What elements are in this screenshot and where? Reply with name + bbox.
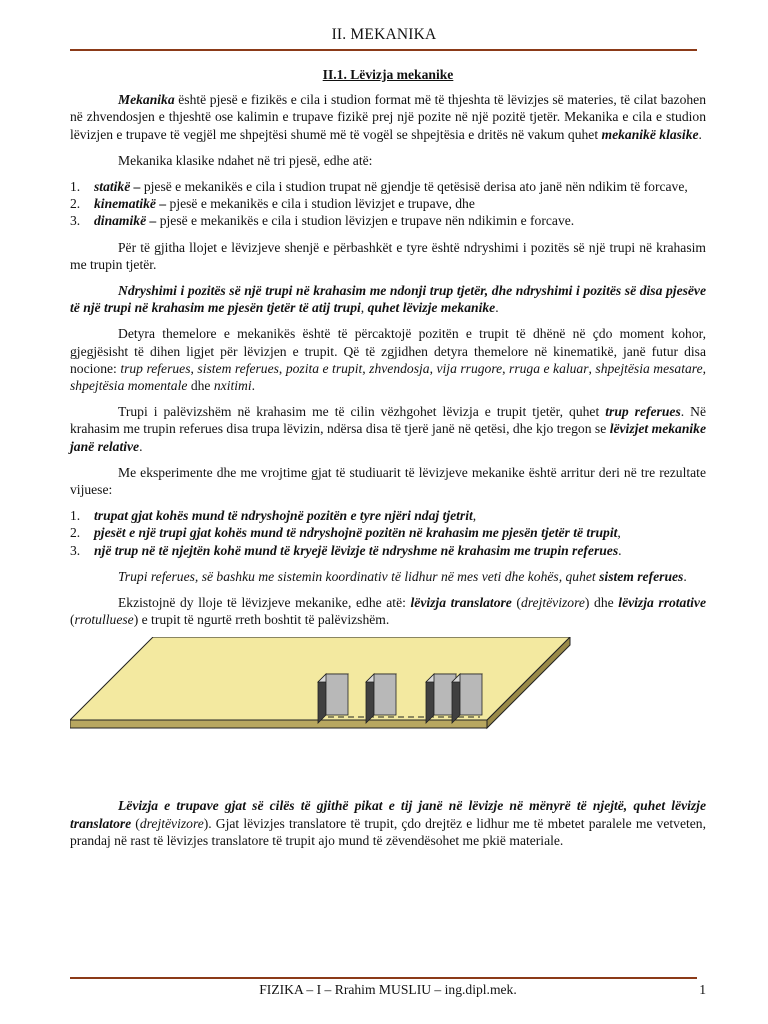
- paragraph-mekanika: [70, 91, 706, 143]
- text: (: [70, 612, 75, 628]
- list-item: [70, 178, 706, 195]
- list-number: 3.: [70, 213, 81, 229]
- text: .: [683, 568, 687, 584]
- list-item: [70, 524, 706, 541]
- list-item: [70, 195, 706, 212]
- text: dhe: [187, 378, 214, 394]
- text: . Në krahasim me trupin referues disa trupa lëvizin, ndërsa disa të tjerë janë në qetësi, dhe kjo tregon se: [70, 404, 706, 437]
- term: rrotulluese: [74, 612, 134, 628]
- text: .: [251, 378, 256, 394]
- term-mekanike-klasike: mekanikë klasike: [601, 126, 699, 142]
- list-number: 2.: [70, 196, 81, 212]
- header-rule: [70, 49, 697, 51]
- list-item: [70, 212, 706, 229]
- text: ,: [429, 360, 437, 376]
- text: .: [495, 300, 499, 316]
- list-number: 2.: [70, 525, 81, 541]
- chapter-header: II. MEKANIKA: [331, 26, 437, 43]
- paragraph-definition: [70, 282, 706, 316]
- term: vija rrugore: [436, 360, 503, 376]
- text: ,: [360, 300, 368, 316]
- text: është pjesë e fizikës e cila i studion format më të thjeshta të lëvizjes së materies, të cilat bazohen në zhvendosjen e thjeshtë ose kalimin e trupave fizikë prej një pozite në një pozitë tjetër. Mekanika e cila e studion lëvizjen e trupave të vegjël me shpejtësi shumë më të vogël se shpejtësia e dritës në vakum quhet: [70, 92, 706, 142]
- text: Trupi i palëvizshëm në krahasim me të cilin vëzhgohet lëvizja e trupit tjetër, quhet: [118, 404, 606, 420]
- term: drejtëvizore: [520, 595, 585, 611]
- list-term: statikë –: [94, 179, 141, 195]
- results-list: [70, 507, 706, 559]
- term: lëvizja translatore: [410, 595, 512, 611]
- text: Ekzistojnë dy lloje të lëvizjeve mekanike, edhe atë:: [118, 595, 411, 611]
- text: .: [698, 126, 702, 142]
- term-sistem-referues: sistem referues: [599, 568, 684, 584]
- term: pozita e trupit: [285, 360, 363, 376]
- plate-front-face: [70, 720, 487, 728]
- text: .: [618, 542, 622, 558]
- translation-figure: [70, 637, 706, 787]
- text: ,: [472, 508, 477, 524]
- definition-text: Ndryshimi i pozitës së një trupi në krahasim me ndonji trup tjetër, dhe ndryshimi i pozitës së disa pjesëve të një trupi në krahasim me pjesën tjetër të atij trupi: [70, 283, 706, 316]
- paragraph-dy-lloje: [70, 594, 706, 628]
- list-desc: pjesë e mekanikës e cila i studion lëvizjet e trupave, dhe: [166, 196, 475, 212]
- term: trup referues: [120, 360, 191, 376]
- definition-text: Lëvizja e trupave gjat së cilës të gjithë pikat e tij janë në lëvizje në mënyrë të njejtë, quhet lëvizje translatore: [70, 798, 706, 831]
- text: ,: [702, 360, 707, 376]
- list-number: 3.: [70, 542, 81, 558]
- term: lëvizja rrotative: [618, 595, 706, 611]
- term: zhvendosja: [369, 360, 430, 376]
- branches-list: [70, 178, 706, 230]
- text: (: [131, 815, 140, 831]
- term: nxitimi: [213, 378, 252, 394]
- list-item: [70, 542, 706, 559]
- list-number: 1.: [70, 179, 81, 195]
- paragraph-detyra: [70, 325, 706, 394]
- term: rruga e kaluar: [509, 360, 589, 376]
- text: ) e trupit të ngurtë rreth boshtit të palëvizshëm.: [133, 612, 390, 628]
- term-trup-referues: trup referues: [605, 404, 681, 420]
- text: ,: [588, 360, 596, 376]
- text: ,: [617, 525, 621, 541]
- list-desc: pjesë e mekanikës e cila i studion trupat në gjendje të qetësisë derisa ato janë nën ndikim të forcave,: [140, 179, 688, 195]
- list-text: pjesët e një trupi gjat kohës mund të ndryshojnë pozitën në krahasim me pjesën tjetër të trupit: [94, 525, 618, 541]
- footer-text: FIZIKA – I – Rrahim MUSLIU – ing.dipl.mek.: [259, 982, 517, 997]
- term: sistem referues: [197, 360, 279, 376]
- list-desc: pjesë e mekanikës e cila i studion lëvizjen e trupave nën ndikimin e forcave.: [156, 213, 575, 229]
- text: (: [511, 595, 521, 611]
- paragraph-trup-referues: [70, 403, 706, 455]
- section-title: II.1. Lëvizja mekanike: [322, 67, 454, 82]
- term-relative: lëvizjet mekanike janë relative: [70, 421, 707, 454]
- list-term: dinamikë –: [94, 213, 157, 229]
- list-text: një trup në të njejtën kohë mund të kryejë lëvizje të ndryshme në krahasim me trupin referues: [94, 542, 619, 558]
- term-levizje-mekanike: quhet lëvizje mekanike: [367, 300, 496, 316]
- text: .: [139, 438, 143, 454]
- term-mekanika: Mekanika: [118, 92, 175, 108]
- text: ,: [278, 360, 286, 376]
- paragraph-sistem-referues: [70, 568, 706, 585]
- text: Trupi referues, së bashku me sistemin koordinativ të lidhur në mes veti dhe kohës, quhet: [118, 568, 600, 584]
- translation-illustration: [70, 637, 706, 787]
- paragraph-shenje: Për të gjitha llojet e lëvizjeve shenjë e përbashkët e tyre është ndryshimi i pozitës së një trupi në krahasim me trupin tjetër.: [70, 239, 706, 272]
- text: ). Gjat lëvizjes translatore të trupit, çdo drejtëz e lidhur me të mbetet paralele me vetveten, prandaj në rast të lëvizjes translatore të trupit ajo mund të zëvendësohet me pkië materiale.: [70, 815, 706, 848]
- text: ) dhe: [584, 595, 619, 611]
- term: shpejtësia mesatare: [595, 360, 703, 376]
- text: ,: [362, 360, 370, 376]
- page-content: [70, 62, 706, 858]
- footer-rule: [70, 977, 697, 979]
- text: Detyra themelore e mekanikës është të përcaktojë pozitën e trupit të dhënë në çdo moment kohor, gjegjësisht të dihen ligjet për lëvizjen e trupit. Që të zgjidhen detyra themelore në kinematikë, janë futur disa nocione:: [70, 326, 706, 376]
- list-number: 1.: [70, 508, 81, 524]
- list-item: [70, 507, 706, 524]
- paragraph-translatore: [70, 797, 706, 849]
- page-number: 1: [699, 982, 706, 997]
- paragraph-eksperimente: Me eksperimente dhe me vrojtime gjat të studiuarit të lëvizjeve mekanike është arritur deri në tre rezultate vijuese:: [70, 464, 706, 498]
- term: drejtëvizore: [139, 815, 204, 831]
- paragraph-tri-pjese: Mekanika klasike ndahet në tri pjesë, edhe atë:: [118, 152, 373, 168]
- text: ,: [190, 360, 198, 376]
- term: shpejtësia momentale: [70, 378, 188, 394]
- list-text: trupat gjat kohës mund të ndryshojnë pozitën e tyre njëri ndaj tjetrit: [94, 508, 473, 524]
- list-term: kinematikë –: [94, 196, 167, 212]
- text: ,: [502, 360, 510, 376]
